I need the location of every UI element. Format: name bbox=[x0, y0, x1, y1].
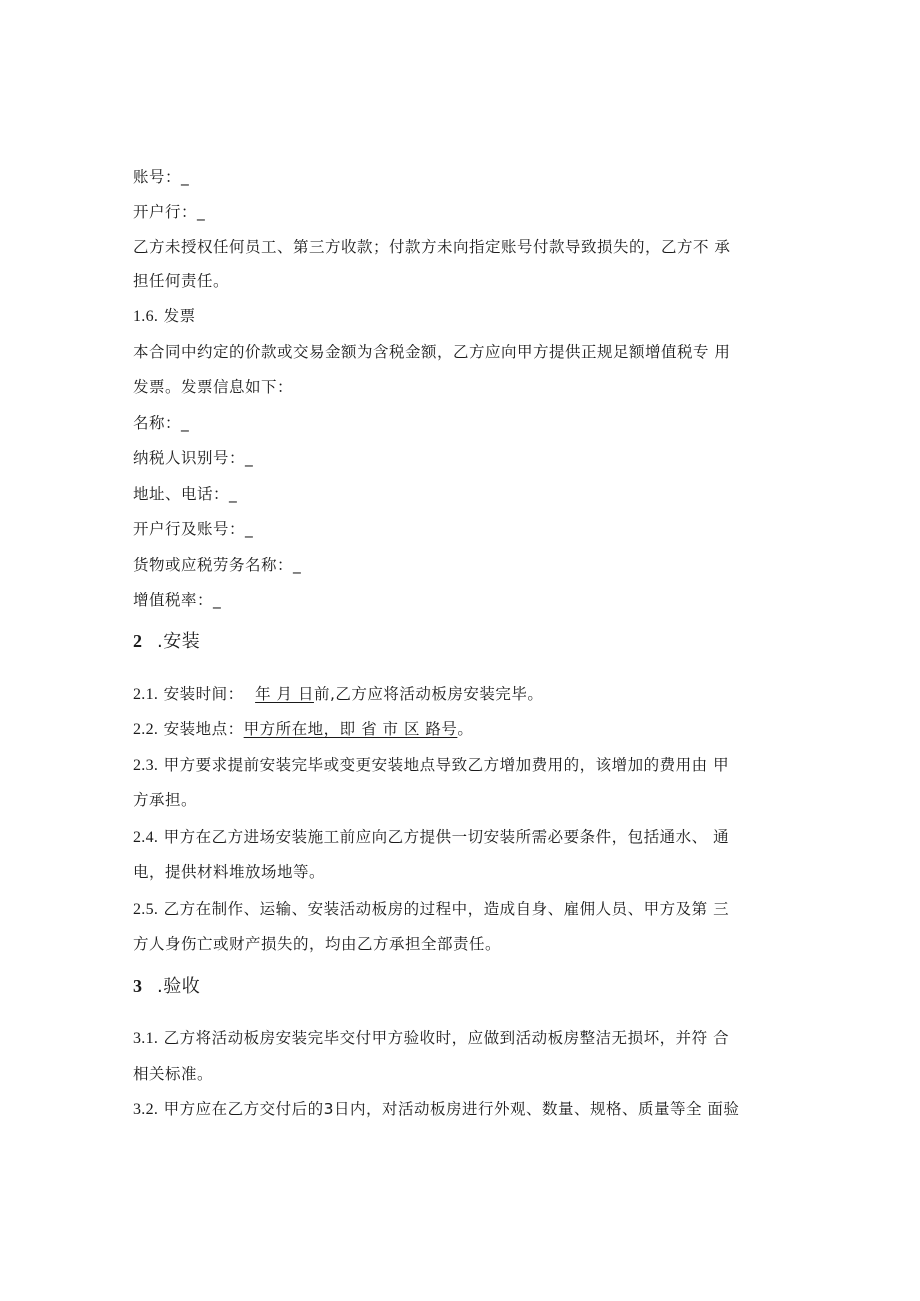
section-2-heading bbox=[133, 631, 200, 652]
invoice-field-vat-rate: 增值税率：_ bbox=[133, 591, 222, 609]
clause-label: 安装时间： bbox=[163, 685, 244, 703]
clause-number: 3.1. bbox=[133, 1030, 159, 1047]
clause-title: 发票 bbox=[163, 307, 196, 325]
clause-2-5-line-2: 方人身伤亡或财产损失的，均由乙方承担全部责任。 bbox=[133, 935, 502, 953]
section-title: .验收 bbox=[157, 976, 201, 997]
clause-2-4-line-2: 电，提供材料堆放场地等。 bbox=[133, 863, 326, 881]
disclaimer-line-2: 担任何责任。 bbox=[133, 272, 230, 290]
clause-2-3-line-1 bbox=[133, 755, 729, 776]
section-3-heading bbox=[133, 976, 200, 997]
clause-2-2 bbox=[133, 719, 473, 740]
underlined-blank: 年 月 日 bbox=[255, 685, 314, 703]
section-number: 3 bbox=[133, 976, 143, 996]
clause-text: 甲方应在乙方交付后的3日内，对活动板房进行外观、数量、规格、质量等全 面验 bbox=[163, 1100, 740, 1118]
invoice-field-bank-account: 开户行及账号：_ bbox=[133, 520, 254, 538]
invoice-field-address-phone: 地址、电话：_ bbox=[133, 485, 238, 503]
invoice-text-line-2: 发票。发票信息如下： bbox=[133, 378, 294, 396]
clause-label: 安装地点： bbox=[163, 720, 244, 738]
clause-number: 2.5. bbox=[133, 901, 159, 918]
clause-3-1-line-2: 相关标准。 bbox=[133, 1065, 214, 1083]
clause-2-3-line-2: 方承担。 bbox=[133, 791, 198, 809]
clause-number: 2.2. bbox=[133, 721, 159, 738]
clause-text: 乙方将活动板房安装完毕交付甲方验收时，应做到活动板房整洁无损坏，并符 合 bbox=[163, 1029, 730, 1047]
invoice-field-goods-name: 货物或应税劳务名称：_ bbox=[133, 556, 302, 574]
invoice-field-taxpayer-id: 纳税人识别号：_ bbox=[133, 449, 254, 467]
clause-2-5-line-1 bbox=[133, 899, 729, 920]
clause-text: 甲方在乙方进场安装施工前应向乙方提供一切安装所需必要条件，包括通水、 通 bbox=[163, 828, 730, 846]
clause-2-4-line-1 bbox=[133, 827, 729, 848]
clause-3-2-line-1 bbox=[133, 1099, 739, 1120]
disclaimer-line-1: 乙方未授权任何员工、第三方收款；付款方未向指定账号付款导致损失的，乙方不 承 bbox=[133, 238, 731, 256]
invoice-heading bbox=[133, 306, 196, 327]
section-title: .安装 bbox=[157, 631, 201, 652]
clause-number: 2.1. bbox=[133, 686, 159, 703]
clause-text: 乙方在制作、运输、安装活动板房的过程中，造成自身、雇佣人员、甲方及第 三 bbox=[163, 900, 730, 918]
clause-3-1-line-1 bbox=[133, 1028, 729, 1049]
account-field: 账号：_ bbox=[133, 168, 190, 186]
clause-text: 。 bbox=[457, 720, 474, 738]
clause-2-1 bbox=[133, 684, 543, 705]
invoice-text-line-1: 本合同中约定的价款或交易金额为含税金额，乙方应向甲方提供正规足额增值税专 用 bbox=[133, 343, 731, 361]
clause-number: 2.4. bbox=[133, 829, 159, 846]
clause-text: 前,乙方应将活动板房安装完毕。 bbox=[313, 685, 544, 703]
bank-field: 开户行：_ bbox=[133, 203, 206, 221]
invoice-field-name: 名称：_ bbox=[133, 414, 190, 432]
clause-number: 2.3. bbox=[133, 757, 159, 774]
underlined-blank: 甲方所在地，即 省 市 区 路号 bbox=[243, 720, 458, 738]
clause-text: 甲方要求提前安装完毕或变更安装地点导致乙方增加费用的，该增加的费用由 甲 bbox=[163, 756, 730, 774]
clause-number: 3.2. bbox=[133, 1101, 159, 1118]
section-number: 2 bbox=[133, 631, 143, 651]
clause-number: 1.6. bbox=[133, 308, 159, 325]
